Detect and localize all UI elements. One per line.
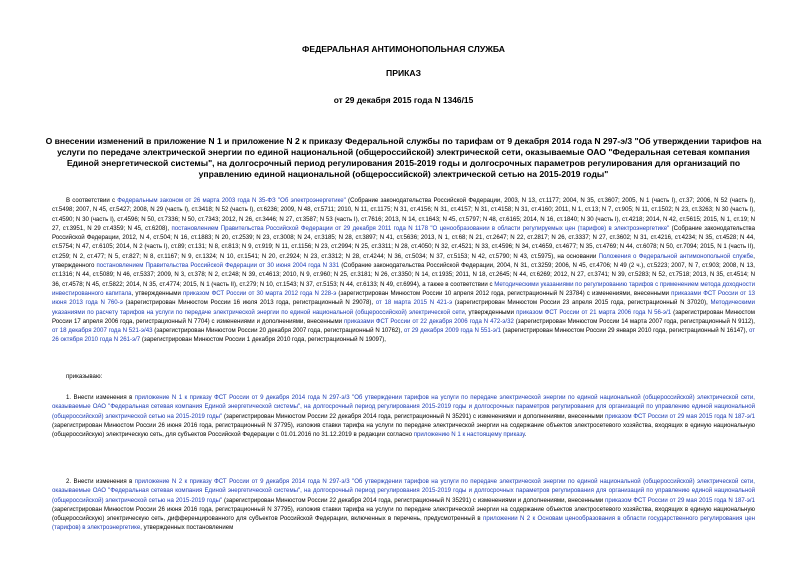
link-order-261[interactable]: от 26 октября 2010 года N 261-э/7 (52, 327, 755, 344)
link-order-56[interactable]: приказом ФСТ России от 21 марта 2006 года N 56-э/1 (516, 308, 672, 316)
link-methodical-guidelines-rab[interactable]: Методическими указаниями по регулированию тарифов с применением метода доходности инвестированного капитала (52, 280, 755, 297)
orders-label: приказываю: (66, 373, 103, 380)
order-item-2 (52, 477, 755, 533)
preamble-text: (Собрание законодательства Российской Федерации, 2012, N 4, ст.504; N 16, ст.1883; N 20, ст.2539; N 23, ст.3008; N 24, ст.3185; N 28, ст.3897; N 41, ст.5636; 2013, N 1, ст.68; N 21, ст.2647; N 22, ст.2817; N 26, ст.3337; N 27, ст.3602; N 31, ст.4216, ст.4234; N 35, ст.4528; N 44, ст.5754; N 47, ст.6105; 2014, N 2 (часть I), ст.89; ст.131; N 8, ст.813; N 9, ст.919; N 11, ст.1156; N 23, ст.2994; N 25, ст.3311; N 28, ст.4050; N 32, ст.4521; N 33, ст.4596; N 34, ст.4659, ст.4677; N 35, ст.4769; N 44, ст.6078; N 50, ст.7094; 2015, N 1 (часть II), ст.259; N 2, ст.477; N 5, ст.827; N 8, ст.1167; N 9, ст.1324; N 10, ст.1541; N 20, ст.2924; N 23, ст.3312; N 28, ст.4244; N 36, ст.5034; N 37, ст.5153; N 42, ст.5790; N 43, ст.5975), на основании (52, 224, 755, 260)
preamble-text: , утвержденными (464, 308, 517, 316)
link-order-551[interactable]: от 29 декабря 2009 года N 551-э/1 (403, 327, 501, 335)
item-text: , утвержденных постановлением (140, 524, 234, 532)
item-text: (зарегистрирован Минюстом России 22 декабря 2014 года, регистрационный N 35291) с изменениями и дополнениями, внесенными (222, 412, 606, 420)
link-government-resolution-1178[interactable]: постановлением Правительства Российской Федерации от 29 декабря 2011 года N 1178 "О ценообразовании в области регулируемых цен (тарифов) в электроэнергетике" (171, 224, 670, 232)
link-appendix-2-order-297[interactable]: приложение N 2 к приказу ФСТ России от 9 декабря 2014 года N 297-э/3 "Об утверждении тарифов на услуги по передаче электрической энергии по единой национальной (общероссийской) электрической сети, оказываемые ОАО "Федеральная сетевая компания Единой энергетической системы", на долгосрочный период регулирования 2015-2019 годы и долгосрочных параметров регулирования для организаций по управлению единой национальной (общероссийской) электрической сетью на 2015-2019 годы" (52, 478, 755, 504)
link-government-resolution-331[interactable]: постановлением Правительства Российской Федерации от 30 июня 2004 года N 331 (96, 262, 340, 270)
document-type: ПРИКАЗ (386, 68, 421, 78)
link-order-187[interactable]: приказом ФСТ России от 29 мая 2015 года N 187-э/1 (605, 412, 756, 420)
link-appendix-1-this-order[interactable]: приложению N 1 к настоящему приказу (413, 431, 525, 439)
item-text: . (524, 431, 527, 439)
preamble-text: (Собрание законодательства Российской Федерации, 2004, N 31, ст.3259; 2006, N 45, ст.4706; N 49 (2 ч.), ст.5223; 2007, N 7, ст.903; 2008, N 13, ст.1316; N 44, ст.5089; N 46, ст.5337; 2009, N 3, ст.378; N 2, ст.248; N 39, ст.4613; 2010, N 9, ст.960; N 25, ст.3181; N 26, ст.3350; N 14, ст.1935; 2011, N 18, ст.2645; N 44, ст.6269; 2012, N 27, ст.3741; N 39, ст.5283; N 52, ст.7518; 2013, N 35, ст.4514; N 36, ст.4578; N 45, ст.5822; 2014, N 35, ст.4774; 2015, N 1 (часть II), ст.279; N 10, ст.1543; N 37, ст.5153; N 44, ст.6133; N 49, ст.6994), а также в соответствии с (52, 262, 755, 288)
document-title: О внесении изменений в приложение N 1 и приложение N 2 к приказу Федеральной службы по тарифам от 9 декабря 2014 года N 297-э/3 "Об утверждении тарифов на услуги по передаче электрической энергии по единой национальной (общероссийской) электрической сети, оказываемые ОАО "Федеральная сетевая компания Единой энергетической системы", на долгосрочный период регулирования 2015-2019 годы и долгосрочных параметров регулирования для организаций по управлению единой национальной (общероссийской) электрической сетью на 2015-2019 годы" (45, 136, 762, 179)
document-date-number: от 29 декабря 2015 года N 1346/15 (333, 95, 474, 105)
preamble-text: (зарегистрирован Минюстом России 14 марта 2007 года, регистрационный N 9112), (513, 317, 755, 325)
link-order-228[interactable]: приказом ФСТ России от 30 марта 2012 года N 228-э (182, 289, 337, 297)
link-order-521[interactable]: от 18 декабря 2007 года N 521-э/43 (52, 327, 153, 335)
link-federal-law[interactable]: Федеральным законом от 26 марта 2003 года N 35-ФЗ "Об электроэнергетике" (117, 197, 346, 204)
preamble-text: (зарегистрирован Минюстом России 29 января 2010 года, регистрационный N 16147), (501, 327, 749, 335)
preamble-text: (зарегистрирован Минюстом России 23 апреля 2015 года, регистрационный N 37020), (452, 299, 711, 307)
preamble-text: (зарегистрирован Минюстом России 10 апреля 2012 года, регистрационный N 23784) с изменениями, внесенными (336, 289, 672, 297)
link-methodical-guidelines-ens[interactable]: Методическими указаниями по расчету тарифов на услуги по передаче электрической энергии по единой национальной (общероссийской) электрической сети (52, 299, 755, 316)
preamble-text: , утвержденными (131, 289, 183, 297)
item-text: (зарегистрирован Минюстом России 26 июня 2016 года, регистрационный N 37795), изложив ставки тарифа на услуги по передаче электрической энергии на содержание объектов электросетевого хозяйства, входящих в единую национальную (общероссийскую) электрическую сеть, для субъектов Российской Федерации с 01.01.2016 по 31.12.2019 в редакции согласно (52, 421, 755, 439)
link-pricing-basics-appendix-2[interactable]: приложении N 2 к Основам ценообразования в области государственного регулирования цен (тарифов) в электроэнергетике (52, 515, 755, 532)
link-appendix-1-order-297[interactable]: приложение N 1 к приказу ФСТ России от 9 декабря 2014 года N 297-э/3 "Об утверждении тарифов на услуги по передаче электрической энергии по единой национальной (общероссийской) электрической сети, оказываемые ОАО "Федеральная сетевая компания Единой энергетической системы", на долгосрочный период регулирования 2015-2019 годы и долгосрочных параметров регулирования для организаций по управлению единой национальной (общероссийской) электрической сетью на 2015-2019 годы" (52, 394, 755, 420)
link-order-472[interactable]: приказами ФСТ России от 22 декабря 2006 года N 472-э/32 (344, 317, 514, 325)
link-order-421[interactable]: от 18 марта 2015 N 421-э (375, 299, 453, 307)
preamble-text: (зарегистрирован Минюстом России 16 июля 2013 года, регистрационный N 29078), (122, 299, 376, 307)
preamble-text: (зарегистрирован Минюстом России 17 апреля 2006 года, регистрационный N 7704) с изменениями и дополнениями, внесенными (52, 308, 755, 325)
preamble-text: , утвержденного (52, 252, 755, 270)
preamble-text: (зарегистрирован Минюстом России 20 декабря 2007 года, регистрационный N 10762), (152, 327, 404, 335)
order-item-1 (52, 393, 755, 439)
link-order-187[interactable]: приказом ФСТ России от 29 мая 2015 года N 187-э/1 (605, 496, 756, 504)
preamble-text: (Собрание законодательства Российской Федерации, 2003, N 13, ст.1177; 2004, N 35, ст.3607; 2005, N 1 (часть I), ст.37; 2006, N 52 (часть I), ст.5498; 2007, N 45, ст.5427; 2008, N 29 (часть I), ст.3418; N 52 (часть I), ст.6236; 2009, N 48, ст.5711; 2010, N 11, ст.1175; N 31, ст.4156; N 31, ст.4157; N 31, ст.4158; N 31, ст.4160; 2011, N 1, ст.13; N 7, ст.905; N 11, ст.1502; N 23, ст.3263; N 30 (часть I), ст.4590; N 30 (часть I), ст.4596; N 50, ст.7336; N 50, ст.7343; 2012, N 26, ст.3446; N 27, ст.3587; N 53 (часть I), ст.7616; 2013, N 14, ст.1643; N 45, ст.5797; N 48, ст.6165; 2014, N 16, ст.1840; N 30 (часть I), ст.4218; 2014, N 42, ст.5615; 2015, N 1, ст.19; N 27, ст.3951, N 29 ст.4359; N 45, ст.6208), (52, 197, 756, 232)
item-text: (зарегистрирован Минюстом России 22 декабря 2014 года, регистрационный N 35291) с изменениями и дополнениями, внесенными (222, 496, 606, 504)
preamble-paragraph (52, 196, 755, 345)
agency-name: ФЕДЕРАЛЬНАЯ АНТИМОНОПОЛЬНАЯ СЛУЖБА (302, 44, 505, 54)
link-order-760[interactable]: приказами ФСТ России от 13 июня 2013 года N 760-э (52, 289, 755, 307)
item-text: 2. Внести изменения в (66, 478, 135, 485)
link-fas-regulation[interactable]: Положения о Федеральной антимонопольной службе (598, 252, 754, 260)
preamble-text: В соответствии с (66, 197, 118, 204)
item-text: (зарегистрирован Минюстом России 26 июня 2016 года, регистрационный N 37795), изложив ставки тарифа на услуги по передаче электрической энергии на содержание объектов электросетевого хозяйства, входящих в единую национальную (общероссийскую) электрическую сеть, дифференцированного для субъектов Российской Федерации, включенных в перечень, предусмотренный в (52, 505, 755, 523)
item-text: 1. Внести изменения в (66, 394, 135, 401)
preamble-text: (зарегистрирован Минюстом России 1 декабря 2010 года, регистрационный N 19097), (140, 336, 386, 344)
